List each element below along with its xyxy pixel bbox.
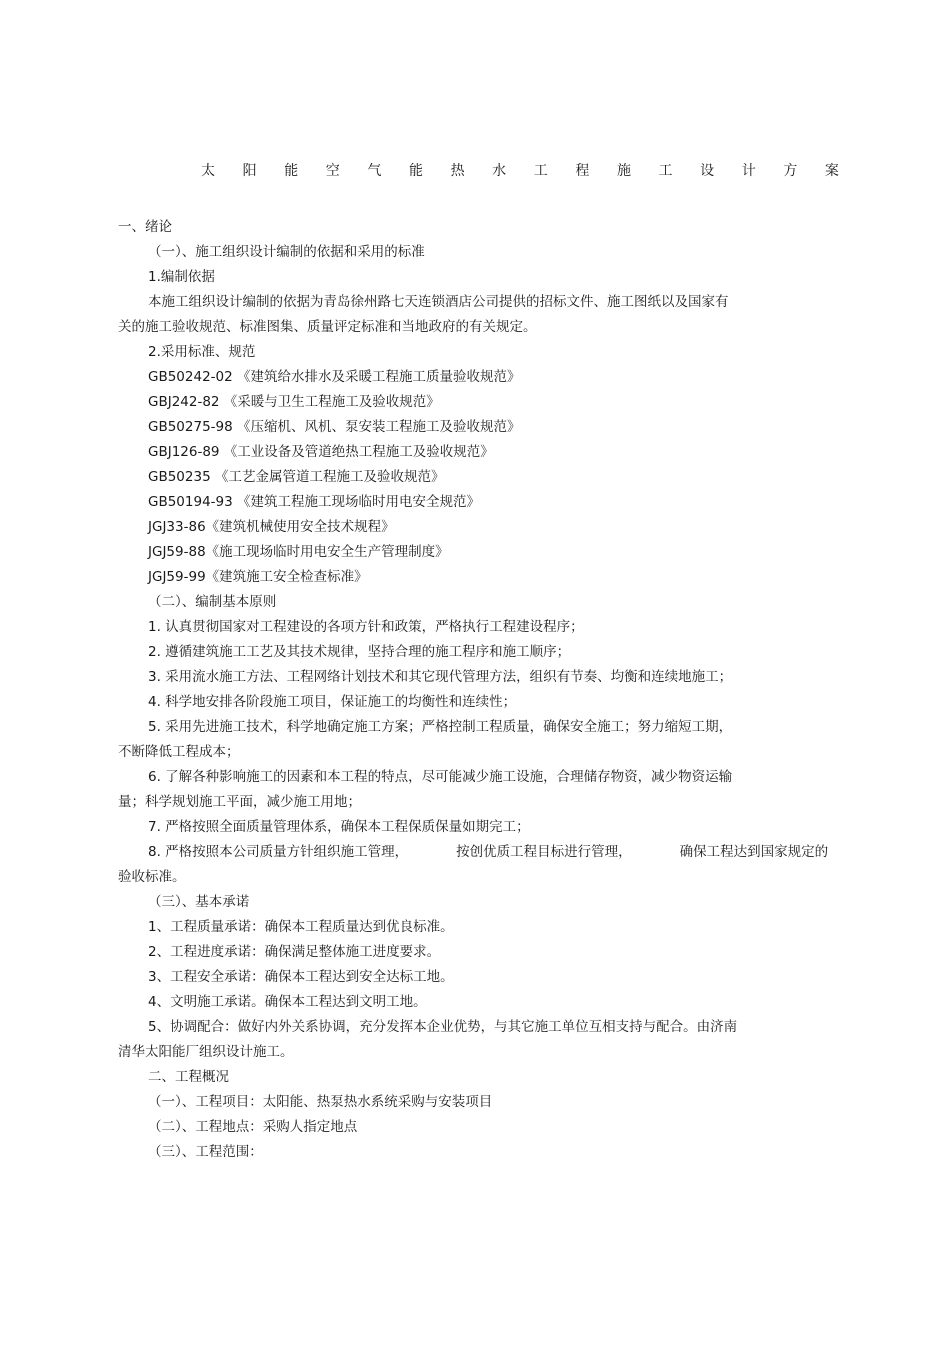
standard-item: GBJ126-89 《工业设备及管道绝热工程施工及验收规范》 xyxy=(148,444,494,460)
title-char: 案 xyxy=(824,163,839,179)
overview-item: （一）、工程项目：太阳能、热泵热水系统采购与安装项目 xyxy=(148,1094,493,1110)
principle-item-part: 按创优质工程目标进行管理， xyxy=(456,844,632,860)
title-char: 热 xyxy=(450,163,465,179)
principle-item-part: 8. 严格按照本公司质量方针组织施工管理， xyxy=(148,844,409,860)
standard-item: JGJ33-86《建筑机械使用安全技术规程》 xyxy=(148,519,395,535)
principle-item: 1. 认真贯彻国家对工程建设的各项方针和政策，严格执行工程建设程序； xyxy=(148,619,584,635)
title-char: 阳 xyxy=(242,163,257,179)
subsection-heading: （二）、编制基本原则 xyxy=(148,594,277,610)
principle-item: 5. 采用先进施工技术，科学地确定施工方案；严格控制工程质量，确保安全施工；努力缩短工期， xyxy=(148,719,733,735)
commitment-item: 1、工程质量承诺：确保本工程质量达到优良标准。 xyxy=(148,919,454,935)
standard-item: GB50242-02 《建筑给水排水及采暖工程施工质量验收规范》 xyxy=(148,369,521,385)
subsection-heading: （三）、基本承诺 xyxy=(148,894,250,910)
commitment-item: 3、工程安全承诺：确保本工程达到安全达标工地。 xyxy=(148,969,454,985)
item-heading: 1.编制依据 xyxy=(148,269,215,285)
section-heading: 一、绪论 xyxy=(118,219,172,235)
standard-item: GBJ242-82 《采暖与卫生工程施工及验收规范》 xyxy=(148,394,440,410)
principle-item: 7. 严格按照全面质量管理体系，确保本工程保质保量如期完工； xyxy=(148,819,530,835)
principle-item: 2. 遵循建筑施工工艺及其技术规律，坚持合理的施工程序和施工顺序； xyxy=(148,644,571,660)
title-char: 太 xyxy=(201,163,215,179)
standard-item: GB50235 《工艺金属管道工程施工及验收规范》 xyxy=(148,469,445,485)
principle-item-continuation: 验收标准。 xyxy=(118,869,186,885)
principle-item: 6. 了解各种影响施工的因素和本工程的特点，尽可能减少施工设施，合理储存物资，减少物资运输 xyxy=(148,769,733,785)
paragraph-line: 本施工组织设计编制的依据为青岛徐州路七天连锁酒店公司提供的招标文件、施工图纸以及国家有 xyxy=(148,294,729,310)
commitment-item-continuation: 清华太阳能厂组织设计施工。 xyxy=(118,1044,294,1060)
principle-item: 3. 采用流水施工方法、工程网络计划技术和其它现代管理方法，组织有节奏、均衡和连续地施工； xyxy=(148,669,733,685)
title-char: 方 xyxy=(783,163,798,179)
principle-item-part: 确保工程达到国家规定的 xyxy=(679,844,829,860)
standard-item: GB50194-93 《建筑工程施工现场临时用电安全规范》 xyxy=(148,494,481,510)
title-char: 工 xyxy=(533,163,548,179)
item-heading: 2.采用标准、规范 xyxy=(148,344,256,360)
standard-item: GB50275-98 《压缩机、风机、泵安装工程施工及验收规范》 xyxy=(148,419,521,435)
title-char: 空 xyxy=(325,163,340,179)
title-char: 气 xyxy=(367,163,382,179)
title-char: 能 xyxy=(284,163,299,179)
section-heading: 二、工程概况 xyxy=(148,1069,229,1085)
subsection-heading: （一）、施工组织设计编制的依据和采用的标准 xyxy=(148,244,425,260)
principle-item-continuation: 不断降低工程成本； xyxy=(118,744,240,760)
paragraph-line: 关的施工验收规范、标准图集、质量评定标准和当地政府的有关规定。 xyxy=(118,319,537,335)
overview-item: （二）、工程地点：采购人指定地点 xyxy=(148,1119,358,1135)
title-char: 计 xyxy=(741,163,756,179)
commitment-item: 5、协调配合：做好内外关系协调，充分发挥本企业优势，与其它施工单位互相支持与配合。由济南 xyxy=(148,1019,738,1035)
principle-item xyxy=(148,843,828,861)
title-char: 工 xyxy=(658,163,673,179)
title-char: 能 xyxy=(408,163,423,179)
document-title xyxy=(200,160,840,180)
standard-item: JGJ59-88《施工现场临时用电安全生产管理制度》 xyxy=(148,544,449,560)
commitment-item: 4、文明施工承诺。确保本工程达到文明工地。 xyxy=(148,994,427,1010)
title-char: 设 xyxy=(700,163,715,179)
title-char: 程 xyxy=(575,163,590,179)
overview-item: （三）、工程范围： xyxy=(148,1144,263,1160)
title-char: 施 xyxy=(616,163,631,179)
standard-item: JGJ59-99《建筑施工安全检查标准》 xyxy=(148,569,368,585)
commitment-item: 2、工程进度承诺：确保满足整体施工进度要求。 xyxy=(148,944,441,960)
title-char: 水 xyxy=(492,163,507,179)
principle-item: 4. 科学地安排各阶段施工项目，保证施工的均衡性和连续性； xyxy=(148,694,517,710)
principle-item-continuation: 量；科学规划施工平面，减少施工用地； xyxy=(118,794,361,810)
